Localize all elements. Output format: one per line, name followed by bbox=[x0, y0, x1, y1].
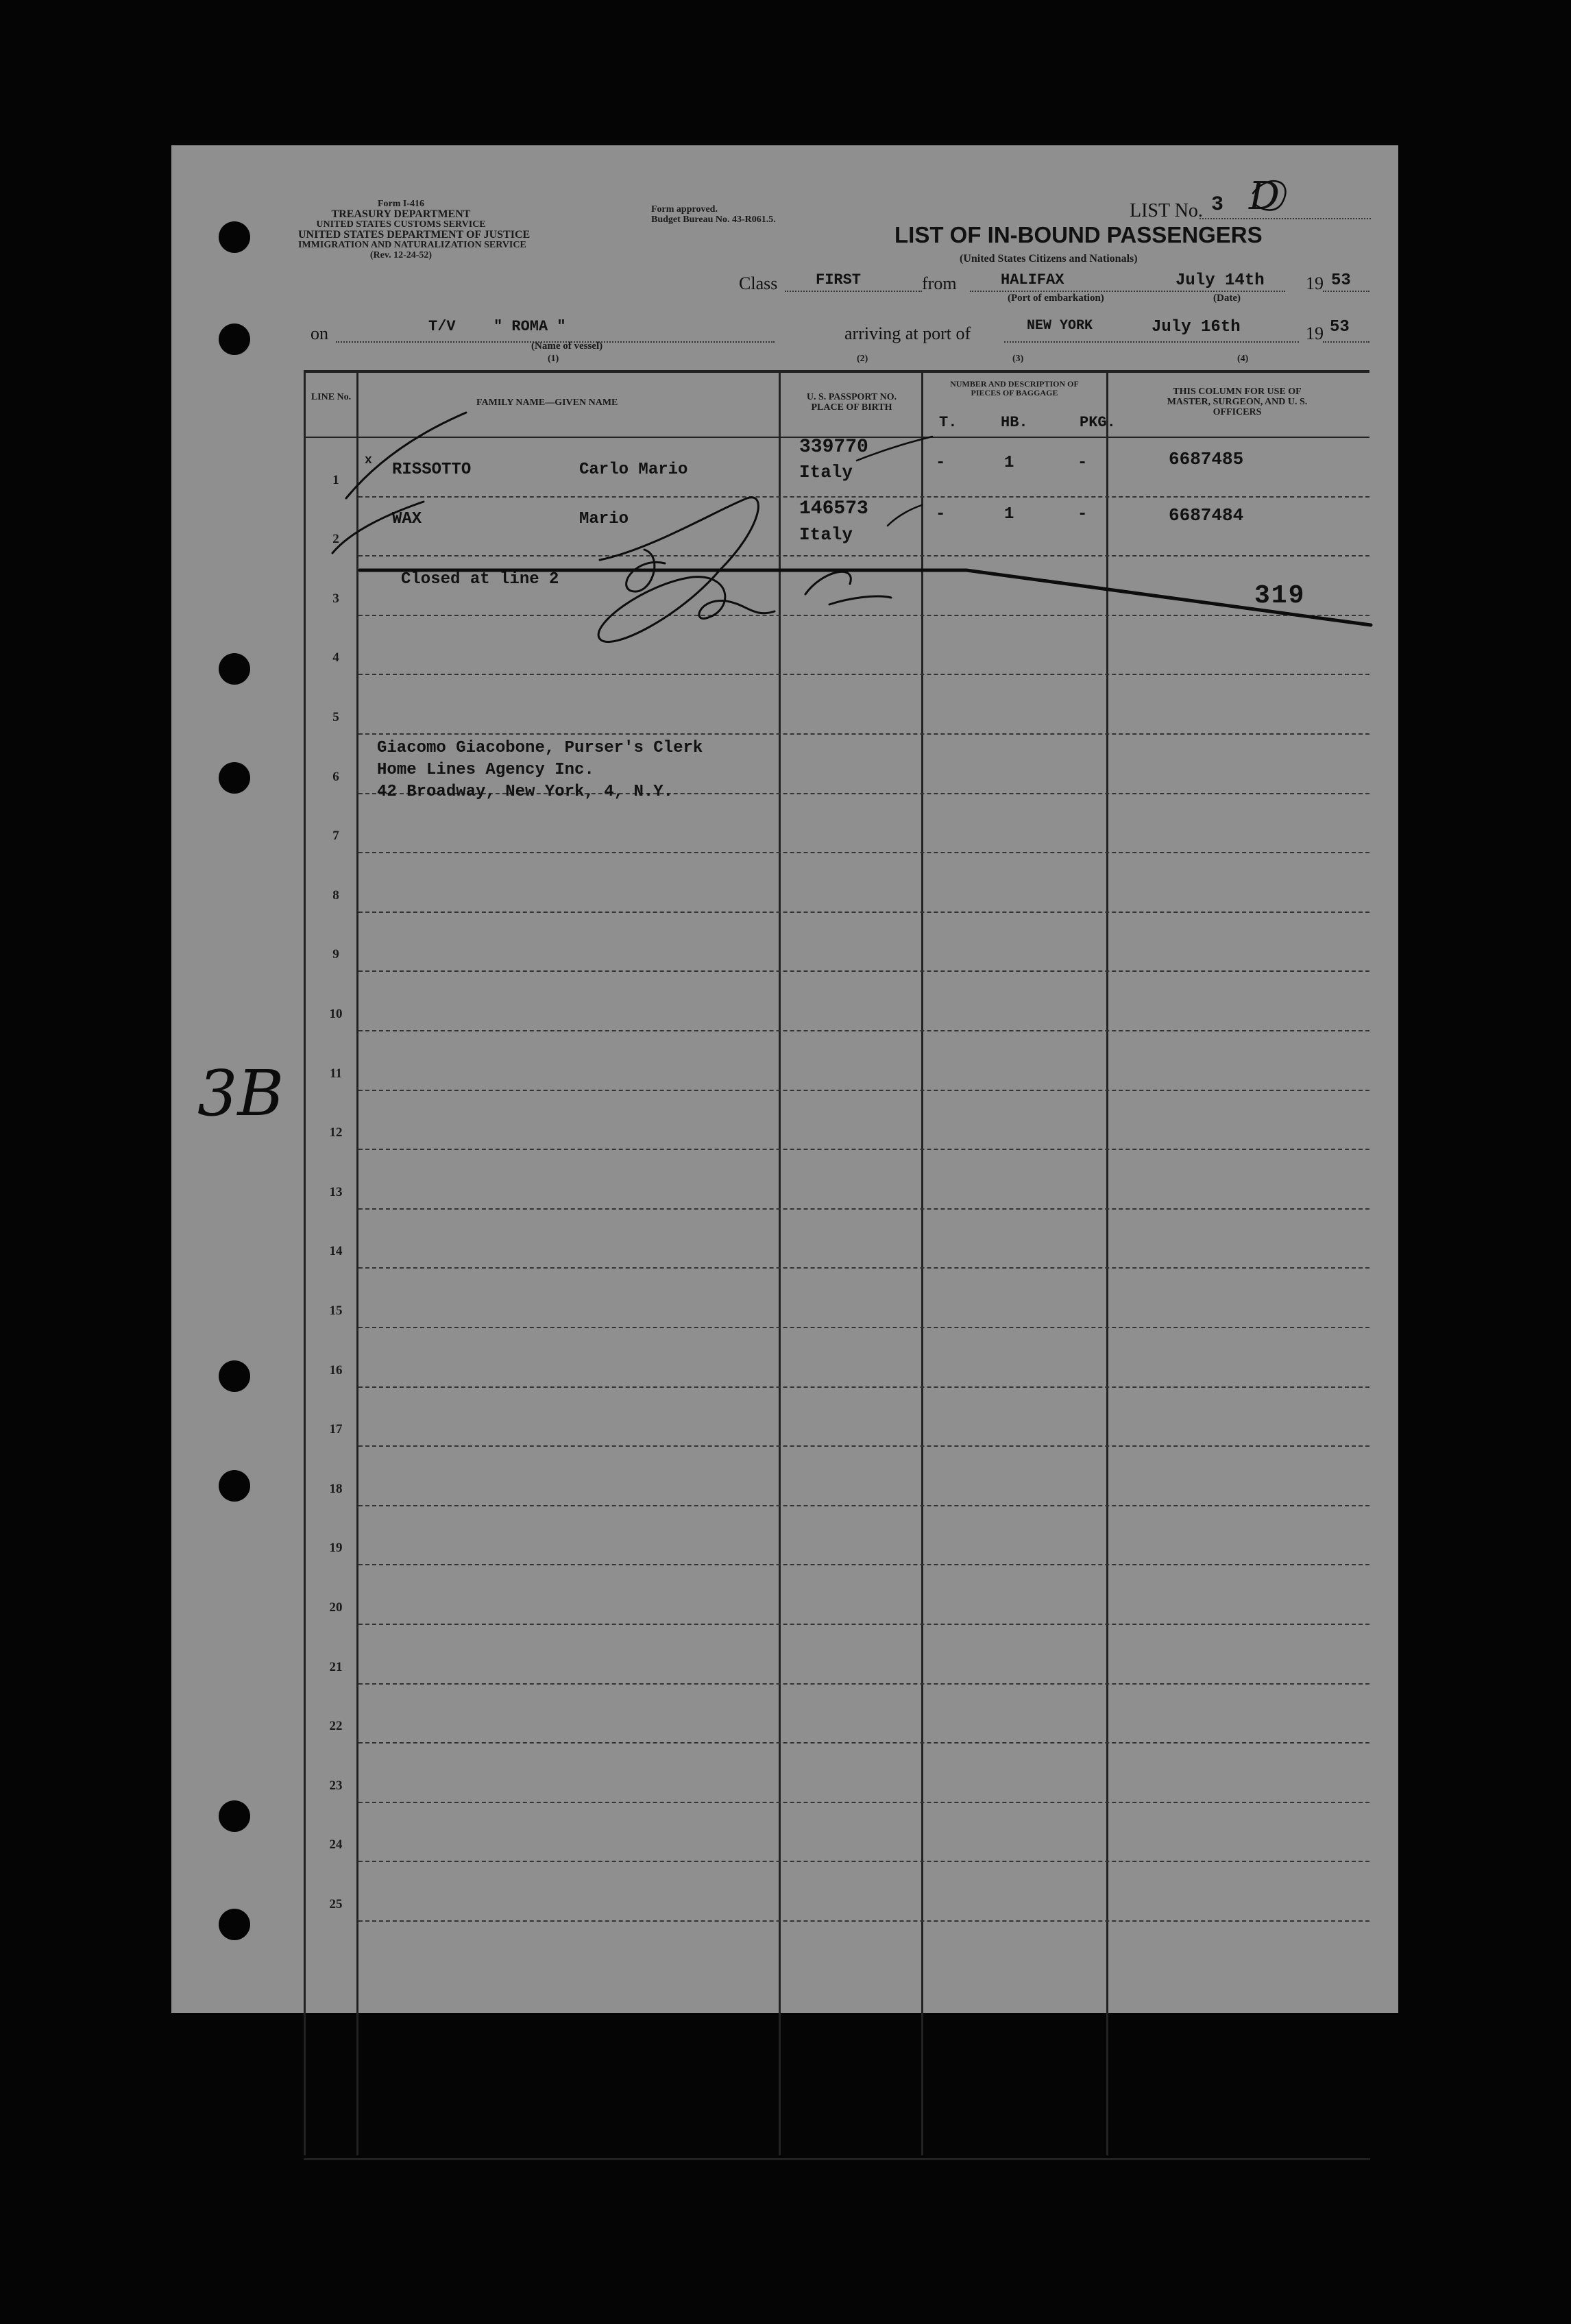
passenger-1-family-name: RISSOTTO bbox=[392, 461, 472, 479]
punch-hole bbox=[219, 323, 250, 355]
row-rule bbox=[358, 615, 1369, 616]
passenger-2-officer-number: 6687484 bbox=[1169, 505, 1244, 526]
row-rule bbox=[358, 1208, 1369, 1210]
table-bottom-border bbox=[304, 2158, 1370, 2160]
row-rule bbox=[358, 852, 1369, 853]
column-divider-passport bbox=[921, 370, 923, 2155]
column-divider-baggage bbox=[1106, 370, 1108, 2155]
class-rule bbox=[785, 291, 922, 292]
column-number: (3) bbox=[1012, 354, 1024, 364]
header-name: FAMILY NAME—GIVEN NAME bbox=[476, 397, 618, 408]
column-number: (1) bbox=[548, 354, 559, 364]
header-baggage: NUMBER AND DESCRIPTION OF PIECES OF BAGGAGE bbox=[950, 379, 1079, 397]
line-number: 5 bbox=[332, 710, 339, 724]
row-rule bbox=[358, 555, 1369, 556]
passenger-2-passport: 146573 bbox=[799, 498, 868, 519]
punch-hole bbox=[219, 1800, 250, 1832]
line-number: 10 bbox=[329, 1007, 343, 1021]
passenger-2-family-name: WAX bbox=[392, 510, 422, 528]
line-number: 22 bbox=[329, 1719, 343, 1734]
passenger-2-bag-hb: 1 bbox=[1004, 505, 1014, 524]
passenger-1-passport: 339770 bbox=[799, 437, 868, 458]
row-rule bbox=[358, 733, 1369, 735]
line-number: 15 bbox=[329, 1304, 343, 1318]
line-number: 24 bbox=[329, 1837, 343, 1852]
form-approval bbox=[651, 204, 776, 225]
header-passport: U. S. PASSPORT NO. PLACE OF BIRTH bbox=[806, 392, 897, 413]
document-title: LIST OF IN-BOUND PASSENGERS bbox=[894, 222, 1263, 247]
form-number: Form I-416 bbox=[377, 199, 425, 209]
row-rule bbox=[358, 1742, 1369, 1744]
year-value: 53 bbox=[1331, 271, 1351, 290]
passenger-1-bag-pkg: - bbox=[1077, 454, 1088, 472]
passenger-2-given-name: Mario bbox=[579, 510, 629, 528]
handwritten-marks bbox=[171, 145, 1398, 2013]
initials-mark bbox=[805, 572, 891, 604]
purser-line-1: Giacomo Giacobone, Purser's Clerk bbox=[377, 739, 703, 757]
row-rule bbox=[358, 1920, 1369, 1922]
passenger-1-mark: x bbox=[365, 454, 372, 467]
row-rule bbox=[358, 1327, 1369, 1328]
passenger-2-bag-pkg: - bbox=[1077, 505, 1088, 524]
line-number: 16 bbox=[329, 1362, 343, 1378]
vessel-name: " ROMA " bbox=[494, 318, 566, 335]
budget-bureau-text: Budget Bureau No. 43-R061.5. bbox=[651, 215, 776, 225]
punch-hole bbox=[219, 221, 250, 253]
purser-line-2: Home Lines Agency Inc. bbox=[377, 761, 594, 779]
justice-dept: UNITED STATES DEPARTMENT OF JUSTICE bbox=[298, 229, 531, 241]
row-rule bbox=[358, 912, 1369, 913]
on-label: on bbox=[310, 323, 328, 343]
line-number: 18 bbox=[329, 1481, 343, 1496]
year-rule bbox=[1323, 291, 1369, 292]
punch-hole bbox=[219, 1360, 250, 1392]
line-number: 9 bbox=[332, 947, 339, 962]
passport-check-mark-2 bbox=[888, 505, 922, 526]
passenger-1-birthplace: Italy bbox=[799, 462, 853, 482]
arrival-year-prefix: 19 bbox=[1306, 323, 1324, 343]
line-number: 21 bbox=[329, 1659, 343, 1674]
row-rule bbox=[358, 1505, 1369, 1506]
table-left-border bbox=[304, 370, 306, 2155]
revision-date: (Rev. 12-24-52) bbox=[369, 250, 433, 260]
from-label: from bbox=[922, 273, 957, 293]
list-number-label: LIST No. bbox=[1130, 200, 1203, 221]
ins-service: IMMIGRATION AND NATURALIZATION SERVICE bbox=[298, 240, 526, 250]
line-number: 17 bbox=[329, 1422, 343, 1437]
row-rule bbox=[358, 1624, 1369, 1625]
line-number: 19 bbox=[329, 1541, 343, 1556]
header-officers: THIS COLUMN FOR USE OF MASTER, SURGEON, AND U. S. OFFICERS bbox=[1167, 387, 1308, 417]
arriving-label: arriving at port of bbox=[844, 323, 971, 343]
row-rule bbox=[358, 1861, 1369, 1862]
punch-hole bbox=[219, 1470, 250, 1502]
row-rule bbox=[358, 1267, 1369, 1269]
row-rule bbox=[358, 674, 1369, 675]
arrival-date: July 16th bbox=[1152, 318, 1241, 337]
line-number: 4 bbox=[332, 650, 339, 665]
line-number: 1 bbox=[332, 472, 339, 487]
list-number-handwritten: D bbox=[1249, 174, 1280, 219]
column-number: (4) bbox=[1237, 354, 1249, 364]
class-value: FIRST bbox=[816, 271, 862, 289]
row-rule bbox=[358, 1149, 1369, 1150]
line-number: 8 bbox=[332, 888, 339, 903]
line-number: 20 bbox=[329, 1600, 343, 1615]
arrival-year: 53 bbox=[1330, 318, 1350, 337]
manifest-page bbox=[171, 145, 1398, 2013]
row-rule bbox=[358, 1386, 1369, 1388]
arrival-rule bbox=[1004, 341, 1299, 343]
list-number-rule bbox=[1199, 218, 1371, 219]
line-number: 23 bbox=[329, 1778, 343, 1793]
row-rule bbox=[358, 1802, 1369, 1803]
arrival-port: NEW YORK bbox=[1027, 318, 1093, 334]
line-number: 25 bbox=[329, 1897, 343, 1911]
from-value: HALIFAX bbox=[1001, 271, 1064, 289]
line-number: 12 bbox=[329, 1125, 343, 1140]
punch-hole bbox=[219, 1909, 250, 1940]
closed-at-note: Closed at line 2 bbox=[401, 570, 559, 589]
form-approved-text: Form approved. bbox=[651, 204, 718, 215]
document-subtitle: (United States Citizens and Nationals) bbox=[960, 253, 1138, 265]
header-bag-t: T. bbox=[939, 414, 958, 431]
passenger-2-bag-t: - bbox=[936, 505, 946, 524]
row-rule bbox=[358, 1683, 1369, 1685]
port-caption: (Port of embarkation) bbox=[1008, 293, 1104, 304]
passenger-1-given-name: Carlo Mario bbox=[579, 461, 688, 479]
passenger-1-bag-hb: 1 bbox=[1004, 454, 1014, 472]
treasury-dept: TREASURY DEPARTMENT bbox=[331, 208, 471, 220]
punch-hole bbox=[219, 653, 250, 685]
form-agency-block bbox=[298, 199, 531, 260]
line-number: 13 bbox=[329, 1184, 343, 1199]
arrival-year-rule bbox=[1323, 341, 1369, 343]
line-number: 14 bbox=[329, 1244, 343, 1259]
from-rule bbox=[970, 291, 1285, 292]
customs-service: UNITED STATES CUSTOMS SERVICE bbox=[316, 219, 486, 230]
line-number: 2 bbox=[332, 532, 339, 547]
line-number: 7 bbox=[332, 829, 339, 844]
row-rule bbox=[358, 496, 1369, 498]
row-rule bbox=[358, 1030, 1369, 1031]
vessel-prefix: T/V bbox=[428, 318, 456, 335]
row-rule bbox=[358, 1445, 1369, 1447]
table-top-border bbox=[306, 370, 1369, 373]
header-line-no: LINE No. bbox=[310, 392, 352, 402]
row-rule bbox=[358, 1090, 1369, 1091]
column-divider-line bbox=[356, 370, 358, 2155]
line-number: 3 bbox=[332, 591, 339, 606]
class-label: Class bbox=[739, 273, 778, 293]
margin-handwritten-note: 3B bbox=[197, 1057, 284, 1130]
purser-line-3: 42 Broadway, New York, 4, N.Y. bbox=[377, 783, 674, 801]
passenger-1-bag-t: - bbox=[936, 454, 946, 472]
closed-total: 319 bbox=[1254, 581, 1306, 611]
list-number-value: 3 bbox=[1211, 193, 1224, 217]
line-number: 11 bbox=[330, 1066, 342, 1081]
column-divider-name bbox=[779, 370, 781, 2155]
passenger-2-birthplace: Italy bbox=[799, 524, 853, 545]
line-number: 6 bbox=[332, 769, 339, 784]
row-rule bbox=[358, 1564, 1369, 1565]
header-bag-hb: HB. bbox=[1001, 414, 1028, 431]
punch-hole bbox=[219, 762, 250, 794]
header-bag-pkg: PKG. bbox=[1080, 414, 1116, 431]
row-rule bbox=[358, 970, 1369, 972]
year-prefix: 19 bbox=[1306, 273, 1324, 293]
date-value: July 14th bbox=[1176, 271, 1265, 290]
vessel-caption: (Name of vessel) bbox=[531, 341, 603, 352]
date-caption: (Date) bbox=[1213, 293, 1241, 304]
column-number: (2) bbox=[857, 354, 868, 364]
passenger-1-officer-number: 6687485 bbox=[1169, 449, 1244, 469]
